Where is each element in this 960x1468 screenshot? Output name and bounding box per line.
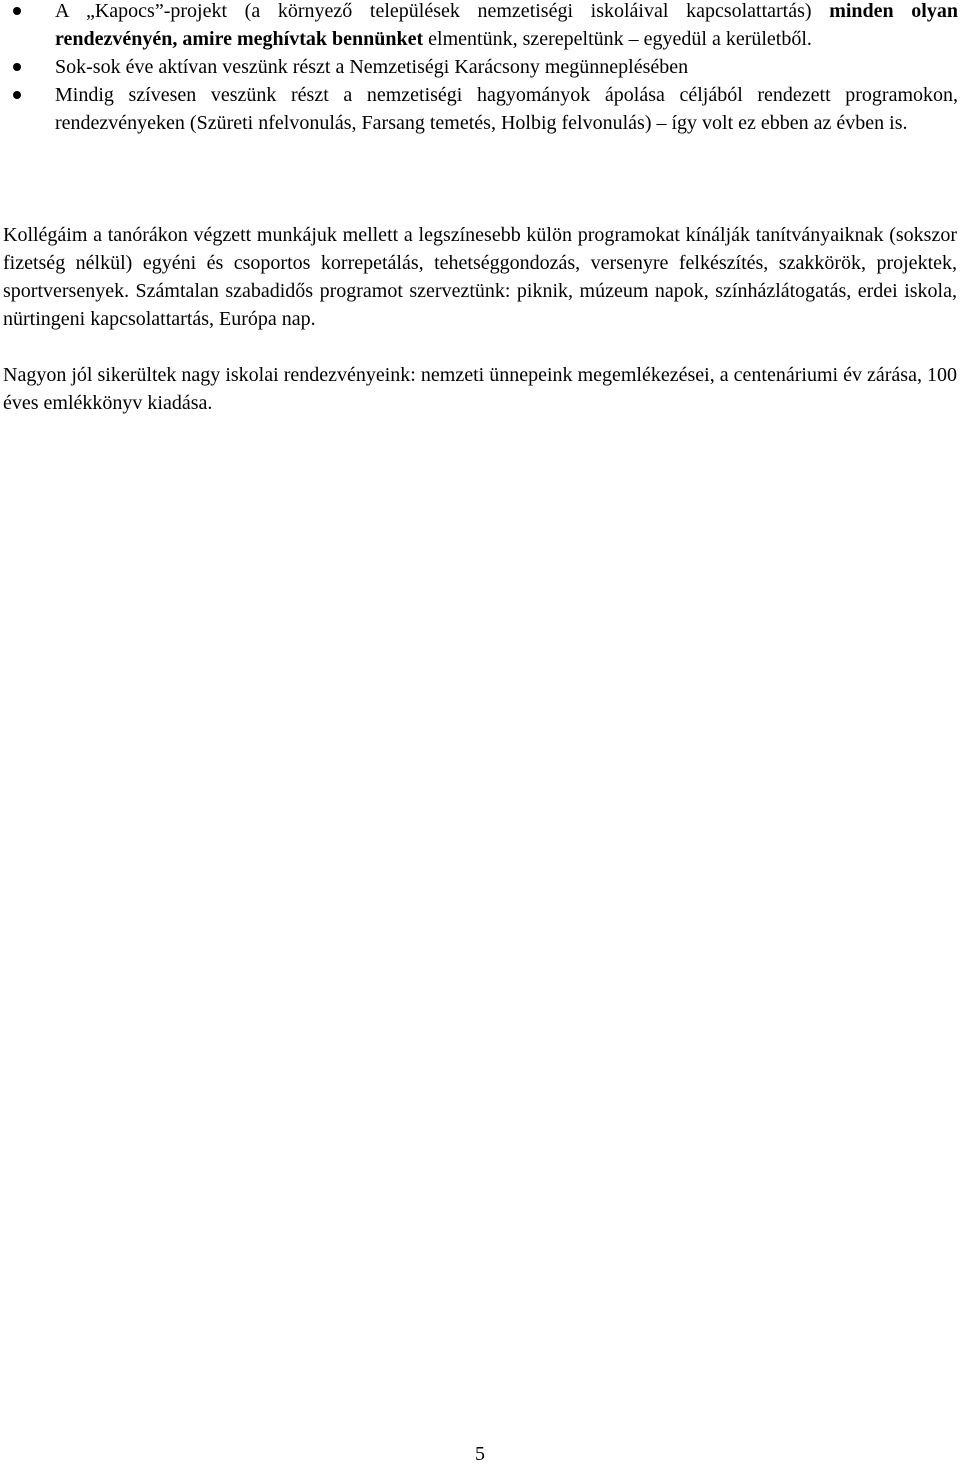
- page-number: 5: [475, 1443, 485, 1465]
- paragraph-rendezvenyek: Nagyon jól sikerültek nagy iskolai rendezvényeink: nemzeti ünnepeink megemlékezései, a centenáriumi év zárása, 100 éves emlékkönyv kiadása.: [3, 364, 957, 414]
- bullet-bold-text: minden olyan rendezvényén, amire meghívtak bennünket: [55, 0, 958, 50]
- bullet-dot-icon: [13, 91, 21, 99]
- bullet-text: Mindig szívesen veszünk részt a nemzetiségi hagyományok ápolása céljából rendezett programokon, rendezvényeken (Szüreti nfelvonulás, Farsang temetés, Holbig felvonulás) – így volt ez ebben az évben is.: [55, 84, 958, 134]
- bullet-item-hagyomanyok: [0, 81, 960, 137]
- bullet-text-part: elmentünk, szerepeltünk – egyedül a kerületből.: [423, 28, 812, 50]
- paragraph-kollegaim: Kollégáim a tanórákon végzett munkájuk mellett a legszínesebb külön programokat kínálják tanítványaiknak (sokszor fizetség nélkül) egyéni és csoportos korrepetálás, tehetséggondozás, versenyre felkészítés, szakkörök, projektek, sportversenyek. Számtalan szabadidős programot szerveztünk: piknik, múzeum napok, színházlátogatás, erdei iskola, nürtingeni kapcsolattartás, Európa nap.: [3, 224, 957, 330]
- bullet-item-kapocs: [0, 0, 960, 53]
- bullet-item-karacsony: [0, 53, 960, 81]
- bullet-dot-icon: [13, 63, 21, 71]
- bullet-dot-icon: [13, 7, 21, 15]
- bullet-text: Sok-sok éve aktívan veszünk részt a Nemzetiségi Karácsony megünneplésében: [55, 56, 689, 78]
- bullet-text: [55, 0, 958, 50]
- bullet-list: [0, 0, 960, 137]
- bullet-text-part: A „Kapocs”-projekt (a környező települések nemzetiségi iskoláival kapcsolattartás): [55, 0, 830, 22]
